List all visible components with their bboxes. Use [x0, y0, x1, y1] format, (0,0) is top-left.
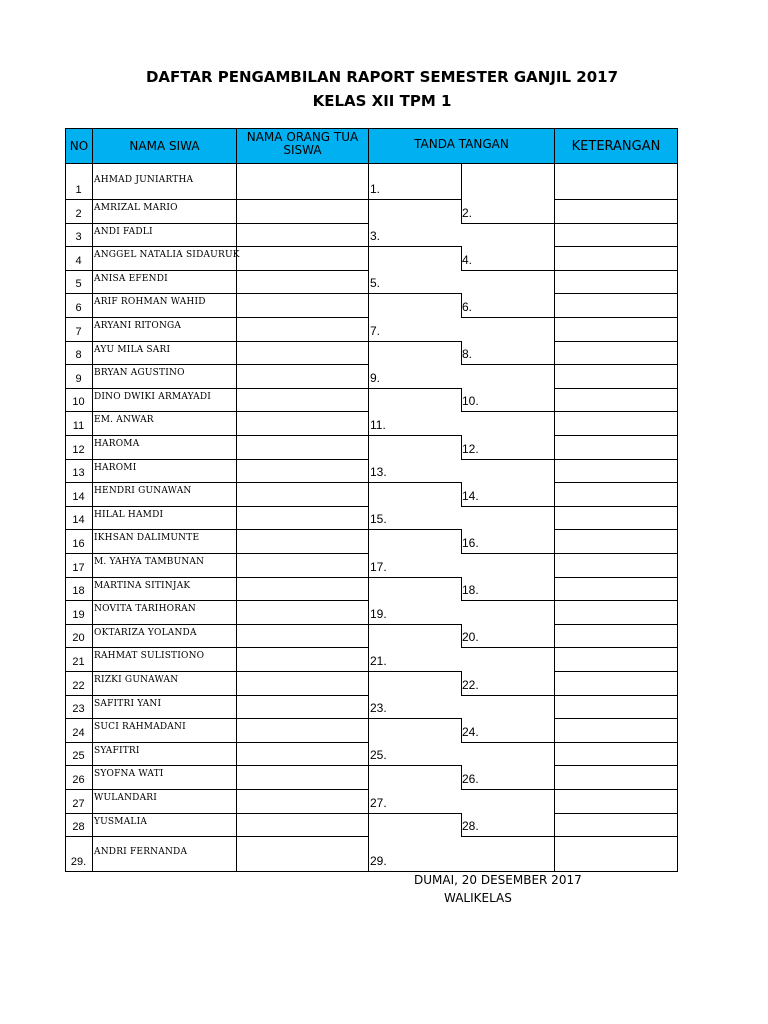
- signature-line: [368, 199, 461, 200]
- signature-slot: 29.: [370, 854, 387, 869]
- signature-line: [368, 671, 461, 672]
- signature-line: [461, 411, 554, 412]
- student-name: ARYANI RITONGA: [94, 321, 182, 331]
- signature-line: [461, 695, 554, 696]
- signature-slot: 9.: [370, 370, 381, 385]
- row-number: 17: [72, 561, 85, 574]
- row-border: [65, 529, 369, 530]
- row-number: 24: [72, 726, 85, 739]
- student-name: BRYAN AGUSTINO: [94, 368, 185, 379]
- signature-slot: 14.: [462, 488, 479, 503]
- row-border: [65, 577, 369, 578]
- row-border: [65, 341, 369, 342]
- row-border: [554, 695, 678, 696]
- student-name: ANGGEL NATALIA SIDAURUK: [94, 250, 240, 261]
- signature-slot: 2.: [462, 205, 473, 220]
- row-number: 20: [72, 632, 85, 645]
- row-border: [65, 388, 369, 389]
- signature-line: [461, 742, 554, 743]
- header-nama-orang-tua: NAMA ORANG TUA SISWA: [236, 128, 369, 164]
- student-name: SAFITRI YANI: [94, 698, 162, 709]
- row-number: 14: [72, 490, 85, 503]
- footer-place-date: DUMAI, 20 DESEMBER 2017: [414, 873, 582, 887]
- signature-slot: 1.: [370, 182, 381, 196]
- row-border: [554, 459, 678, 460]
- row-border: [554, 718, 678, 719]
- signature-slot: 11.: [370, 418, 386, 432]
- signature-slot: 4.: [462, 252, 473, 267]
- signature-slot: 18.: [462, 583, 479, 598]
- row-border: [65, 718, 369, 719]
- row-number: 8: [75, 349, 82, 362]
- row-border: [65, 647, 369, 648]
- row-border: [554, 742, 678, 743]
- signature-line: [461, 459, 554, 460]
- row-border: [554, 789, 678, 790]
- attendance-table: [65, 128, 678, 873]
- student-name: M. YAHYA TAMBUNAN: [94, 557, 205, 567]
- row-border: [554, 199, 678, 200]
- row-number: 28: [72, 821, 85, 834]
- row-border: [65, 765, 369, 766]
- row-border: [554, 577, 678, 578]
- row-number: 9: [75, 372, 82, 385]
- student-name: AHMAD JUNIARTHA: [94, 175, 194, 185]
- signature-slot: 10.: [462, 394, 479, 409]
- student-name: MARTINA SITINJAK: [94, 580, 191, 591]
- row-border: [65, 482, 369, 483]
- student-name: WULANDARI: [94, 793, 158, 803]
- row-border: [65, 223, 369, 224]
- signature-slot: 3.: [370, 229, 381, 244]
- row-number: 7: [75, 325, 82, 338]
- footer-role: WALIKELAS: [444, 891, 512, 905]
- row-border: [554, 529, 678, 530]
- row-border: [554, 765, 678, 766]
- signature-line: [461, 317, 554, 318]
- student-name: OKTARIZA YOLANDA: [94, 627, 197, 638]
- signature-slot: 21.: [370, 654, 387, 668]
- signature-slot: 7.: [370, 323, 381, 338]
- row-border: [554, 435, 678, 436]
- row-border: [554, 647, 678, 648]
- signature-line: [368, 577, 461, 578]
- student-name: NOVITA TARIHORAN: [94, 604, 196, 615]
- signature-line: [368, 718, 461, 719]
- signature-line: [461, 270, 554, 271]
- row-number: 25: [72, 750, 85, 763]
- signature-line: [461, 223, 554, 224]
- signature-slot: 26.: [462, 772, 479, 786]
- signature-divider: [461, 164, 462, 199]
- student-name: HAROMA: [94, 439, 140, 449]
- header-nama-siswa: NAMA SIWA: [92, 128, 237, 164]
- student-name: HAROMI: [94, 462, 137, 473]
- row-border: [65, 624, 369, 625]
- row-number: 27: [72, 797, 85, 810]
- signature-line: [461, 647, 554, 648]
- row-border: [65, 836, 369, 837]
- student-name: ANISA EFENDI: [94, 273, 168, 284]
- student-name: AMRIZAL MARIO: [94, 203, 178, 213]
- row-border: [554, 223, 678, 224]
- row-border: [65, 506, 369, 507]
- row-border: [554, 482, 678, 483]
- row-border: [65, 813, 369, 814]
- signature-line: [368, 765, 461, 766]
- row-number: 16: [72, 538, 85, 550]
- row-number: 11: [72, 420, 85, 432]
- row-number: 12: [72, 443, 85, 456]
- row-border: [554, 270, 678, 271]
- document-title: DAFTAR PENGAMBILAN RAPORT SEMESTER GANJIL 2017: [145, 68, 619, 86]
- signature-slot: 8.: [462, 347, 473, 362]
- student-name: YUSMALIA: [94, 816, 148, 827]
- row-border: [554, 388, 678, 389]
- signature-slot: 16.: [462, 536, 479, 550]
- row-border: [65, 199, 369, 200]
- row-border: [65, 293, 369, 294]
- row-number: 5: [75, 278, 82, 291]
- signature-line: [368, 435, 461, 436]
- row-border: [65, 671, 369, 672]
- row-border: [554, 813, 678, 814]
- row-number: 6: [75, 302, 82, 314]
- student-name: AYU MILA SARI: [94, 344, 171, 355]
- row-number: 29.: [70, 856, 87, 869]
- row-border: [554, 317, 678, 318]
- row-number: 13: [72, 467, 85, 480]
- signature-slot: 23.: [370, 701, 387, 716]
- row-border: [65, 435, 369, 436]
- signature-line: [368, 813, 461, 814]
- row-border: [554, 364, 678, 365]
- row-border: [65, 553, 369, 554]
- student-name: SYAFITRI: [94, 745, 140, 756]
- signature-line: [461, 600, 554, 601]
- student-name: SUCI RAHMADANI: [94, 722, 186, 733]
- signature-slot: 12.: [462, 441, 479, 456]
- row-border: [554, 671, 678, 672]
- student-name: HENDRI GUNAWAN: [94, 486, 192, 497]
- row-number: 4: [75, 254, 82, 267]
- row-number: 14: [72, 514, 85, 527]
- signature-line: [461, 789, 554, 790]
- row-border: [65, 364, 369, 365]
- student-name: ANDRI FERNANDA: [94, 847, 188, 858]
- row-number: 3: [75, 231, 82, 244]
- row-border: [65, 459, 369, 460]
- student-name: SYOFNA WATI: [94, 769, 164, 780]
- signature-line: [461, 553, 554, 554]
- student-name: HILAL HAMDI: [94, 509, 164, 520]
- signature-slot: 17.: [370, 559, 387, 574]
- signature-line: [368, 246, 461, 247]
- signature-line: [461, 836, 554, 837]
- student-name: IKHSAN DALIMUNTE: [94, 533, 200, 544]
- row-number: 1: [75, 184, 82, 196]
- row-border: [65, 600, 369, 601]
- row-border: [65, 270, 369, 271]
- signature-line: [461, 506, 554, 507]
- row-number: 21: [72, 656, 85, 668]
- signature-slot: 25.: [370, 748, 387, 763]
- row-border: [554, 553, 678, 554]
- student-name: RAHMAT SULISTIONO: [94, 651, 205, 662]
- row-border: [554, 600, 678, 601]
- row-border: [554, 624, 678, 625]
- row-number: 23: [72, 703, 85, 716]
- row-border: [65, 246, 369, 247]
- row-number: 18: [72, 585, 85, 598]
- row-border: [65, 411, 369, 412]
- signature-slot: 15.: [370, 512, 387, 527]
- signature-slot: 5.: [370, 276, 381, 291]
- row-border: [554, 293, 678, 294]
- signature-slot: 22.: [462, 677, 479, 692]
- row-number: 22: [72, 679, 85, 692]
- signature-slot: 19.: [370, 606, 387, 621]
- signature-slot: 27.: [370, 795, 387, 810]
- row-number: 2: [75, 207, 82, 220]
- signature-line: [368, 624, 461, 625]
- signature-line: [461, 364, 554, 365]
- student-name: ANDI FADLI: [94, 226, 153, 237]
- student-name: DINO DWIKI ARMAYADI: [94, 391, 211, 402]
- header-tanda-tangan: TANDA TANGAN: [368, 128, 555, 164]
- signature-line: [368, 293, 461, 294]
- signature-slot: 28.: [462, 819, 479, 834]
- row-border: [554, 836, 678, 837]
- header-no: NO: [65, 128, 93, 164]
- row-border: [65, 695, 369, 696]
- row-number: 19: [72, 608, 85, 621]
- signature-line: [368, 529, 461, 530]
- signature-slot: 6.: [462, 300, 473, 314]
- row-number: 26: [72, 774, 85, 786]
- student-name: RIZKI GUNAWAN: [94, 675, 179, 685]
- row-border: [554, 411, 678, 412]
- row-border: [554, 506, 678, 507]
- signature-line: [368, 341, 461, 342]
- row-border: [65, 742, 369, 743]
- row-border: [554, 246, 678, 247]
- row-border: [65, 789, 369, 790]
- student-name: ARIF ROHMAN WAHID: [94, 297, 206, 308]
- row-border: [65, 317, 369, 318]
- signature-line: [368, 482, 461, 483]
- signature-slot: 24.: [462, 724, 479, 739]
- row-border: [554, 341, 678, 342]
- row-number: 10: [72, 396, 85, 409]
- signature-line: [368, 388, 461, 389]
- header-keterangan: KETERANGAN: [554, 128, 678, 164]
- document-subtitle: KELAS XII TPM 1: [312, 92, 452, 110]
- student-name: EM. ANWAR: [94, 415, 154, 426]
- signature-slot: 20.: [462, 630, 479, 645]
- signature-slot: 13.: [370, 465, 387, 480]
